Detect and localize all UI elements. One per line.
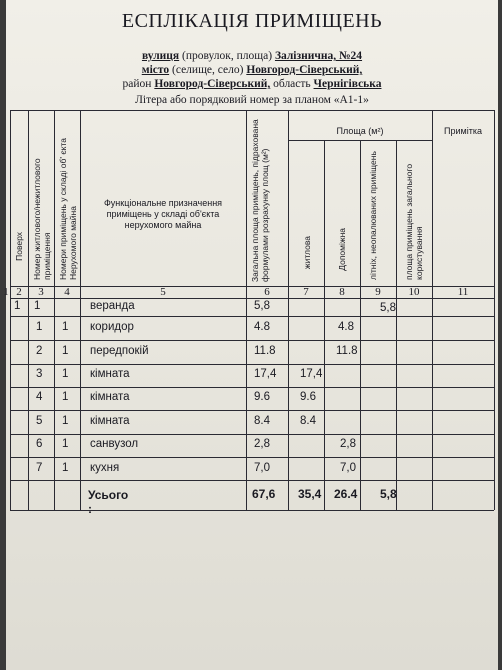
header-living: житлова: [302, 236, 312, 270]
totals-summer: 5,8: [380, 487, 397, 501]
district-label: район: [122, 78, 152, 90]
row-aux: 7,0: [340, 462, 356, 474]
district-line: [6, 78, 498, 90]
column-number: 7: [303, 286, 309, 298]
street-hint: (провулок, площа): [182, 50, 273, 62]
column-number: 2: [16, 286, 22, 298]
column-number: 4: [64, 286, 70, 298]
header-unit-number: Номер житлового/нежитлового приміщення: [32, 158, 52, 280]
city-line: [6, 64, 498, 76]
row-name: передпокій: [90, 345, 149, 357]
row-total: 8.4: [254, 415, 270, 427]
city-label: місто: [141, 64, 170, 76]
header-common: площа приміщень загального користування: [404, 163, 424, 280]
row-room: 1: [62, 391, 69, 403]
column-number: 10: [408, 286, 420, 298]
totals-total: 67,6: [252, 487, 276, 501]
row-aux: 4.8: [338, 321, 354, 333]
row-unit: 7: [36, 462, 43, 474]
row-unit: 5: [36, 415, 43, 427]
row-room: 1: [62, 415, 69, 427]
row-room: 1: [62, 345, 69, 357]
row-living: 17,4: [300, 368, 323, 380]
row-unit: 1: [34, 300, 41, 312]
row-unit: 6: [36, 438, 43, 450]
column-number: 1: [3, 286, 9, 298]
row-room: 1: [62, 438, 69, 450]
row-total: 17,4: [254, 368, 277, 380]
header-auxiliary: Допоміжна: [337, 228, 347, 271]
row-living: 8.4: [300, 415, 316, 427]
row-name: веранда: [90, 300, 135, 312]
document-title: ЕСПЛІКАЦІЯ ПРИМІЩЕНЬ: [121, 10, 383, 32]
row-aux: 11.8: [336, 345, 358, 357]
row-name: кімната: [90, 415, 130, 427]
row-total: 9.6: [254, 391, 270, 403]
row-total: 2,8: [254, 438, 270, 450]
header-summer: літніх, неопалюваних приміщень: [368, 151, 378, 280]
litera-line: Літера або порядковий номер за планом «А1-1»: [135, 94, 369, 106]
row-total: 7,0: [254, 462, 270, 474]
street-label: вулиця: [141, 50, 180, 62]
row-unit: 3: [36, 368, 43, 380]
header-area-group: Площа (м²): [336, 126, 384, 136]
header-total-area: Загальна площа приміщень, підрахована формулами розрахунку площ (м²): [250, 119, 270, 282]
row-unit: 2: [36, 345, 43, 357]
row-name: кімната: [90, 368, 130, 380]
header-room-number: Номери приміщень у складі об' єкта Нерухомого майна: [58, 137, 78, 280]
column-number: 9: [375, 286, 381, 298]
row-room: 1: [62, 321, 69, 333]
region-value: Чернігівська: [313, 78, 382, 90]
column-number: 6: [264, 286, 270, 298]
header-floor: Поверх: [14, 232, 24, 261]
row-total: 4.8: [254, 321, 270, 333]
row-floor: 1: [14, 300, 21, 312]
row-name: коридор: [90, 321, 134, 333]
row-aux: 2,8: [340, 438, 356, 450]
header-purpose: Функціональне призначення приміщень у складі об'єкта нерухомого майна: [103, 198, 223, 230]
row-unit: 4: [36, 391, 43, 403]
column-number: 3: [38, 286, 44, 298]
row-room: 1: [62, 368, 69, 380]
explication-sheet: [3, 0, 498, 670]
totals-aux: 26.4: [334, 487, 358, 501]
row-name: кухня: [90, 462, 120, 474]
row-room: 1: [62, 462, 69, 474]
row-summer: 5,8: [380, 302, 396, 314]
totals-label: Усього :: [88, 488, 129, 516]
column-number: 11: [457, 286, 469, 298]
row-name: кімната: [90, 391, 130, 403]
city-value: Новгород-Сіверський,: [246, 64, 363, 76]
row-total: 5,8: [254, 300, 270, 312]
row-living: 9.6: [300, 391, 316, 403]
totals-living: 35,4: [298, 487, 322, 501]
row-total: 11.8: [254, 345, 276, 357]
street-value: Залізнична, №24: [274, 50, 363, 62]
district-value: Новгород-Сіверський,: [154, 78, 271, 90]
street-line: [6, 50, 498, 62]
city-hint: (селище, село): [172, 64, 244, 76]
row-name: санвузол: [90, 438, 139, 450]
column-number: 8: [339, 286, 345, 298]
region-label: область: [273, 78, 311, 90]
column-number: 5: [160, 286, 166, 298]
row-unit: 1: [36, 321, 43, 333]
header-notes: Примітка: [444, 126, 482, 136]
